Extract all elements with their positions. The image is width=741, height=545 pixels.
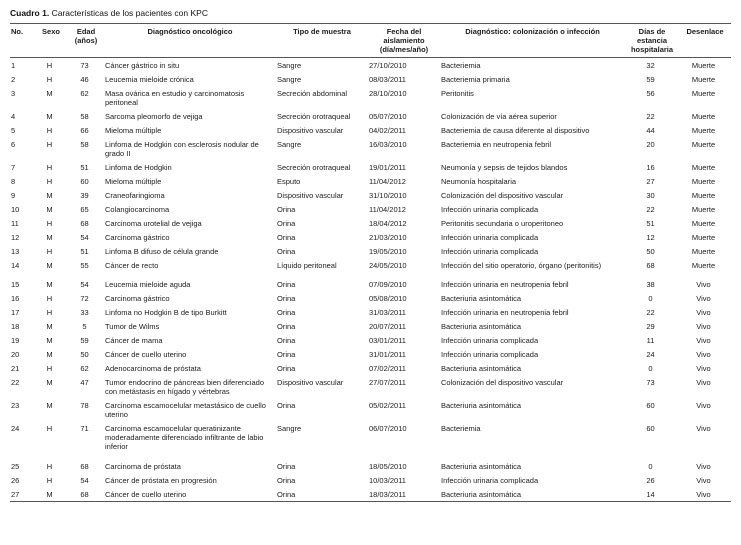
- cell-diagnostico-oncologico: Cáncer de cuello uterino: [105, 489, 187, 499]
- cell-diagnostico-colonizacion-infeccion: Infección urinaria en neutropenia febril: [441, 280, 569, 290]
- cell-tipo-de-muestra: Orina: [277, 350, 296, 360]
- cell-fecha-aislamiento: 18/04/2012: [369, 218, 407, 228]
- cell-no: 22: [11, 378, 20, 388]
- cell-no: 6: [11, 139, 16, 149]
- cell-diagnostico-oncologico: Leucemia mieloide crónica: [105, 74, 194, 84]
- cell-dias-estancia: 51: [646, 218, 655, 228]
- cell-sexo: H: [46, 246, 53, 256]
- cell-fecha-aislamiento: 18/03/2011: [369, 489, 406, 499]
- cell-no: 20: [11, 350, 20, 360]
- cell-tipo-de-muestra: Orina: [277, 489, 296, 499]
- cell-tipo-de-muestra: Orina: [277, 461, 296, 471]
- table-row: [10, 202, 731, 216]
- cell-desenlace: Muerte: [691, 176, 716, 186]
- cell-desenlace: Vivo: [696, 489, 711, 499]
- cell-diagnostico-oncologico: Cáncer de próstata en progresión: [105, 475, 217, 485]
- cell-dias-estancia: 60: [646, 424, 655, 434]
- cell-diagnostico-colonizacion-infeccion: Infección urinaria complicada: [441, 232, 539, 242]
- cell-dias-estancia: 14: [646, 489, 655, 499]
- cell-no: 4: [11, 111, 16, 121]
- table-row: [10, 174, 731, 188]
- cell-tipo-de-muestra: Sangre: [277, 60, 302, 70]
- cell-tipo-de-muestra: Secreción abdominal: [277, 88, 348, 98]
- cell-fecha-aislamiento: 03/01/2011: [369, 336, 406, 346]
- cell-dias-estancia: 68: [646, 260, 655, 270]
- header-row: [10, 24, 731, 58]
- cell-sexo: H: [46, 475, 53, 485]
- cell-tipo-de-muestra: Secreción orotraqueal: [277, 162, 351, 172]
- cell-desenlace: Muerte: [691, 162, 716, 172]
- cell-no: 1: [11, 60, 16, 70]
- column-header-dias-estancia: Días de estancia hospitalaria: [625, 24, 679, 58]
- cell-no: 11: [11, 218, 19, 228]
- table-row: [10, 272, 731, 292]
- cell-diagnostico-colonizacion-infeccion: Bacteriuria asintomática: [441, 461, 522, 471]
- cell-sexo: H: [46, 461, 53, 471]
- cell-no: 25: [11, 461, 20, 471]
- cell-sexo: H: [46, 139, 53, 149]
- cell-dias-estancia: 22: [646, 204, 655, 214]
- cell-sexo: M: [46, 489, 53, 499]
- cell-edad: 66: [80, 125, 89, 135]
- cell-diagnostico-colonizacion-infeccion: Neumonía y sepsis de tejidos blandos: [441, 162, 568, 172]
- cell-sexo: M: [46, 111, 53, 121]
- table-caption-text: Características de los pacientes con KPC: [51, 8, 208, 18]
- cell-tipo-de-muestra: Líquido peritoneal: [277, 260, 337, 270]
- table-row: [10, 306, 731, 320]
- cell-edad: 55: [80, 260, 89, 270]
- cell-diagnostico-oncologico: Carcinoma de próstata: [105, 461, 181, 471]
- cell-sexo: H: [46, 218, 53, 228]
- table-row: [10, 86, 731, 109]
- cell-diagnostico-oncologico: Colangiocarcinoma: [105, 204, 170, 214]
- cell-no: 2: [11, 74, 16, 84]
- cell-tipo-de-muestra: Orina: [277, 294, 296, 304]
- cell-sexo: M: [46, 204, 53, 214]
- cell-fecha-aislamiento: 27/10/2010: [369, 60, 407, 70]
- cell-tipo-de-muestra: Orina: [277, 336, 296, 346]
- cell-fecha-aislamiento: 11/04/2012: [369, 204, 406, 214]
- cell-diagnostico-oncologico: Cáncer de recto: [105, 260, 159, 270]
- table-row: [10, 123, 731, 137]
- cell-dias-estancia: 38: [646, 280, 655, 290]
- cell-no: 18: [11, 322, 20, 332]
- cell-tipo-de-muestra: Sangre: [277, 74, 302, 84]
- cell-edad: 54: [80, 280, 89, 290]
- column-header-diagnostico-colonizacion-infeccion: Diagnóstico: colonización o infección: [440, 24, 625, 58]
- cell-desenlace: Vivo: [696, 378, 711, 388]
- cell-diagnostico-colonizacion-infeccion: Bacteriemia: [441, 60, 481, 70]
- table-row: [10, 137, 731, 160]
- cell-diagnostico-oncologico: Carcinoma urotelial de vejiga: [105, 218, 202, 228]
- cell-fecha-aislamiento: 28/10/2010: [369, 88, 407, 98]
- cell-diagnostico-oncologico: Craneofaringioma: [105, 190, 165, 200]
- cell-desenlace: Vivo: [696, 308, 711, 318]
- cell-fecha-aislamiento: 20/07/2011: [369, 322, 406, 332]
- cell-fecha-aislamiento: 27/07/2011: [369, 378, 406, 388]
- cell-no: 27: [11, 489, 20, 499]
- cell-dias-estancia: 44: [646, 125, 655, 135]
- cell-no: 24: [11, 424, 20, 434]
- cell-desenlace: Vivo: [696, 461, 711, 471]
- cell-tipo-de-muestra: Esputo: [277, 176, 301, 186]
- table-row: [10, 422, 731, 454]
- cell-dias-estancia: 0: [648, 294, 653, 304]
- cell-fecha-aislamiento: 11/04/2012: [369, 176, 406, 186]
- cell-sexo: M: [46, 336, 53, 346]
- cell-sexo: H: [46, 74, 53, 84]
- cell-desenlace: Muerte: [691, 60, 716, 70]
- cell-sexo: M: [46, 322, 53, 332]
- column-header-sexo: Sexo: [34, 24, 68, 58]
- cell-fecha-aislamiento: 19/05/2010: [369, 246, 407, 256]
- cell-no: 23: [11, 401, 20, 411]
- cell-no: 12: [11, 232, 20, 242]
- table-row: [10, 454, 731, 474]
- cell-desenlace: Vivo: [696, 401, 711, 411]
- cell-edad: 54: [80, 475, 89, 485]
- cell-fecha-aislamiento: 06/07/2010: [369, 424, 407, 434]
- cell-dias-estancia: 24: [646, 350, 655, 360]
- cell-dias-estancia: 26: [646, 475, 655, 485]
- cell-fecha-aislamiento: 31/01/2011: [369, 350, 406, 360]
- cell-diagnostico-oncologico: Tumor endocrino de páncreas bien diferenciado con metástasis en hígado y vértebras: [105, 378, 264, 397]
- column-header-fecha-aislamiento: Fecha del aislamiento (día/mes/año): [368, 24, 440, 58]
- cell-desenlace: Vivo: [696, 336, 711, 346]
- cell-tipo-de-muestra: Orina: [277, 232, 296, 242]
- cell-desenlace: Muerte: [691, 190, 716, 200]
- cell-diagnostico-oncologico: Cáncer de mama: [105, 336, 163, 346]
- cell-fecha-aislamiento: 16/03/2010: [369, 139, 407, 149]
- cell-sexo: H: [46, 162, 53, 172]
- cell-diagnostico-oncologico: Carcinoma escamocelular metastásico de cuello uterino: [105, 401, 266, 420]
- cell-edad: 5: [82, 322, 87, 332]
- table-row: [10, 58, 731, 73]
- cell-desenlace: Muerte: [691, 125, 716, 135]
- cell-desenlace: Vivo: [696, 294, 711, 304]
- cell-edad: 50: [80, 350, 89, 360]
- cell-edad: 62: [80, 364, 89, 374]
- cell-tipo-de-muestra: Orina: [277, 364, 296, 374]
- cell-tipo-de-muestra: Secreción orotraqueal: [277, 111, 351, 121]
- cell-desenlace: Vivo: [696, 364, 711, 374]
- cell-diagnostico-colonizacion-infeccion: Infección urinaria en neutropenia febril: [441, 308, 569, 318]
- cell-edad: 72: [80, 294, 89, 304]
- cell-fecha-aislamiento: 07/09/2010: [369, 280, 407, 290]
- cell-edad: 78: [80, 401, 89, 411]
- column-header-edad: Edad (años): [68, 24, 104, 58]
- cell-diagnostico-colonizacion-infeccion: Infección urinaria complicada: [441, 350, 539, 360]
- cell-no: 21: [11, 364, 20, 374]
- cell-desenlace: Muerte: [691, 218, 716, 228]
- cell-diagnostico-oncologico: Sarcoma pleomorfo de vejiga: [105, 111, 203, 121]
- cell-sexo: H: [46, 60, 53, 70]
- cell-tipo-de-muestra: Orina: [277, 218, 296, 228]
- cell-fecha-aislamiento: 31/03/2011: [369, 308, 406, 318]
- cell-desenlace: Muerte: [691, 246, 716, 256]
- cell-no: 26: [11, 475, 20, 485]
- cell-fecha-aislamiento: 18/05/2010: [369, 461, 407, 471]
- cell-no: 13: [11, 246, 20, 256]
- table-row: [10, 362, 731, 376]
- cell-diagnostico-colonizacion-infeccion: Colonización del dispositivo vascular: [441, 190, 564, 200]
- cell-desenlace: Muerte: [691, 204, 716, 214]
- table-caption: [10, 8, 731, 18]
- cell-sexo: H: [46, 125, 53, 135]
- table-row: [10, 292, 731, 306]
- cell-tipo-de-muestra: Dispositivo vascular: [277, 190, 344, 200]
- table-row: [10, 334, 731, 348]
- cell-dias-estancia: 50: [646, 246, 655, 256]
- cell-sexo: M: [46, 260, 53, 270]
- cell-fecha-aislamiento: 05/02/2011: [369, 401, 406, 411]
- cell-edad: 46: [80, 74, 89, 84]
- cell-edad: 59: [80, 336, 89, 346]
- cell-diagnostico-colonizacion-infeccion: Peritonitis secundaria o uroperitoneo: [441, 218, 564, 228]
- cell-tipo-de-muestra: Orina: [277, 475, 296, 485]
- table-row: [10, 216, 731, 230]
- cell-tipo-de-muestra: Orina: [277, 204, 296, 214]
- table-body: [10, 58, 731, 502]
- cell-edad: 73: [80, 60, 89, 70]
- cell-fecha-aislamiento: 10/03/2011: [369, 475, 406, 485]
- cell-edad: 58: [80, 111, 89, 121]
- cell-diagnostico-oncologico: Linfoma no Hodgkin B de tipo Burkitt: [105, 308, 227, 318]
- table-row: [10, 376, 731, 399]
- cell-no: 7: [11, 162, 16, 172]
- cell-diagnostico-colonizacion-infeccion: Bacteriuria asintomática: [441, 364, 522, 374]
- cell-diagnostico-oncologico: Mieloma múltiple: [105, 125, 162, 135]
- cell-dias-estancia: 0: [648, 364, 653, 374]
- cell-diagnostico-colonizacion-infeccion: Bacteriemia: [441, 424, 481, 434]
- column-header-no: No.: [10, 24, 34, 58]
- cell-no: 17: [11, 308, 20, 318]
- table-row: [10, 348, 731, 362]
- cell-desenlace: Muerte: [691, 74, 716, 84]
- cell-dias-estancia: 12: [646, 232, 655, 242]
- cell-dias-estancia: 20: [646, 139, 655, 149]
- table-row: [10, 487, 731, 502]
- column-header-diagnostico-oncologico: Diagnóstico oncológico: [104, 24, 276, 58]
- cell-dias-estancia: 56: [646, 88, 655, 98]
- cell-diagnostico-colonizacion-infeccion: Neumonía hospitalaria: [441, 176, 517, 186]
- cell-sexo: M: [46, 378, 53, 388]
- column-header-tipo-de-muestra: Tipo de muestra: [276, 24, 368, 58]
- cell-no: 3: [11, 88, 16, 98]
- cell-tipo-de-muestra: Orina: [277, 246, 296, 256]
- cell-sexo: H: [46, 294, 53, 304]
- cell-diagnostico-oncologico: Cáncer de cuello uterino: [105, 350, 187, 360]
- cell-diagnostico-colonizacion-infeccion: Bacteriuria asintomática: [441, 489, 522, 499]
- cell-dias-estancia: 29: [646, 322, 655, 332]
- table-caption-label: Cuadro 1.: [10, 8, 50, 18]
- cell-tipo-de-muestra: Orina: [277, 280, 296, 290]
- cell-no: 15: [11, 280, 20, 290]
- cell-diagnostico-oncologico: Carcinoma gástrico: [105, 232, 170, 242]
- cell-fecha-aislamiento: 19/01/2011: [369, 162, 406, 172]
- cell-no: 9: [11, 190, 16, 200]
- cell-diagnostico-oncologico: Carcinoma gástrico: [105, 294, 170, 304]
- cell-desenlace: Muerte: [691, 111, 716, 121]
- cell-fecha-aislamiento: 07/02/2011: [369, 364, 406, 374]
- cell-desenlace: Vivo: [696, 475, 711, 485]
- cell-tipo-de-muestra: Sangre: [277, 139, 302, 149]
- cell-edad: 51: [80, 246, 89, 256]
- cell-diagnostico-oncologico: Linfoma B difuso de célula grande: [105, 246, 219, 256]
- table-row: [10, 230, 731, 244]
- cell-tipo-de-muestra: Dispositivo vascular: [277, 378, 344, 388]
- cell-sexo: M: [46, 190, 53, 200]
- cell-no: 8: [11, 176, 16, 186]
- cell-fecha-aislamiento: 31/10/2010: [369, 190, 407, 200]
- cell-sexo: M: [46, 350, 53, 360]
- cell-sexo: H: [46, 176, 53, 186]
- cell-edad: 65: [80, 204, 89, 214]
- cell-sexo: M: [46, 401, 53, 411]
- cell-edad: 58: [80, 139, 89, 149]
- cell-tipo-de-muestra: Orina: [277, 322, 296, 332]
- cell-edad: 39: [80, 190, 89, 200]
- cell-desenlace: Muerte: [691, 139, 716, 149]
- cell-diagnostico-oncologico: Linfoma de Hodgkin: [105, 162, 172, 172]
- cell-diagnostico-colonizacion-infeccion: Colonización del dispositivo vascular: [441, 378, 564, 388]
- cell-diagnostico-oncologico: Mieloma múltiple: [105, 176, 162, 186]
- cell-sexo: H: [46, 364, 53, 374]
- cell-edad: 54: [80, 232, 89, 242]
- cell-diagnostico-oncologico: Tumor de Wilms: [105, 322, 160, 332]
- cell-dias-estancia: 0: [648, 461, 653, 471]
- table-row: [10, 399, 731, 422]
- cell-edad: 51: [80, 162, 89, 172]
- cell-diagnostico-oncologico: Carcinoma escamocelular queratinizante moderadamente diferenciado infiltrante de labio inferior: [105, 424, 264, 452]
- cell-diagnostico-colonizacion-infeccion: Infección urinaria complicada: [441, 336, 539, 346]
- cell-diagnostico-colonizacion-infeccion: Infección del sitio operatorio, órgano (peritonitis): [441, 260, 602, 270]
- cell-edad: 33: [80, 308, 89, 318]
- cell-edad: 47: [80, 378, 89, 388]
- cell-edad: 68: [80, 461, 89, 471]
- cell-tipo-de-muestra: Orina: [277, 308, 296, 318]
- cell-dias-estancia: 59: [646, 74, 655, 84]
- cell-diagnostico-colonizacion-infeccion: Infección urinaria complicada: [441, 246, 539, 256]
- cell-dias-estancia: 32: [646, 60, 655, 70]
- cell-diagnostico-colonizacion-infeccion: Infección urinaria complicada: [441, 204, 539, 214]
- table-row: [10, 109, 731, 123]
- cell-dias-estancia: 60: [646, 401, 655, 411]
- cell-no: 10: [11, 204, 20, 214]
- cell-diagnostico-colonizacion-infeccion: Bacteriuria asintomática: [441, 401, 522, 411]
- cell-fecha-aislamiento: 05/08/2010: [369, 294, 407, 304]
- cell-edad: 60: [80, 176, 89, 186]
- patients-table: [10, 23, 731, 502]
- table-row: [10, 160, 731, 174]
- table-row: [10, 473, 731, 487]
- cell-diagnostico-colonizacion-infeccion: Infección urinaria complicada: [441, 475, 539, 485]
- cell-diagnostico-colonizacion-infeccion: Colonización de vía aérea superior: [441, 111, 557, 121]
- cell-fecha-aislamiento: 04/02/2011: [369, 125, 406, 135]
- cell-sexo: M: [46, 88, 53, 98]
- table-row: [10, 320, 731, 334]
- cell-desenlace: Muerte: [691, 88, 716, 98]
- cell-diagnostico-colonizacion-infeccion: Bacteriuria asintomática: [441, 294, 522, 304]
- cell-fecha-aislamiento: 24/05/2010: [369, 260, 407, 270]
- cell-diagnostico-colonizacion-infeccion: Bacteriemia primaria: [441, 74, 510, 84]
- cell-diagnostico-oncologico: Masa ovárica en estudio y carcinomatosis peritoneal: [105, 88, 245, 107]
- cell-sexo: M: [46, 232, 53, 242]
- cell-dias-estancia: 73: [646, 378, 655, 388]
- column-header-desenlace: Desenlace: [679, 24, 731, 58]
- cell-dias-estancia: 22: [646, 308, 655, 318]
- cell-edad: 68: [80, 489, 89, 499]
- cell-edad: 68: [80, 218, 89, 228]
- cell-edad: 71: [80, 424, 89, 434]
- cell-tipo-de-muestra: Dispositivo vascular: [277, 125, 344, 135]
- cell-tipo-de-muestra: Orina: [277, 401, 296, 411]
- table-row: [10, 258, 731, 272]
- cell-desenlace: Muerte: [691, 260, 716, 270]
- cell-desenlace: Muerte: [691, 232, 716, 242]
- cell-diagnostico-colonizacion-infeccion: Bacteriemia de causa diferente al dispositivo: [441, 125, 590, 135]
- cell-dias-estancia: 30: [646, 190, 655, 200]
- cell-no: 14: [11, 260, 20, 270]
- cell-dias-estancia: 11: [646, 336, 655, 346]
- cell-fecha-aislamiento: 08/03/2011: [369, 74, 406, 84]
- cell-diagnostico-colonizacion-infeccion: Peritonitis: [441, 88, 474, 98]
- cell-no: 5: [11, 125, 16, 135]
- cell-diagnostico-oncologico: Linfoma de Hodgkin con esclerosis nodular de grado II: [105, 139, 259, 158]
- cell-dias-estancia: 22: [646, 111, 655, 121]
- cell-no: 16: [11, 294, 20, 304]
- cell-diagnostico-oncologico: Cáncer gástrico in situ: [105, 60, 180, 70]
- table-row: [10, 72, 731, 86]
- cell-no: 19: [11, 336, 20, 346]
- cell-desenlace: Vivo: [696, 322, 711, 332]
- cell-sexo: H: [46, 308, 53, 318]
- cell-desenlace: Vivo: [696, 424, 711, 434]
- cell-edad: 62: [80, 88, 89, 98]
- cell-fecha-aislamiento: 05/07/2010: [369, 111, 407, 121]
- cell-diagnostico-oncologico: Adenocarcinoma de próstata: [105, 364, 201, 374]
- cell-dias-estancia: 16: [646, 162, 655, 172]
- cell-desenlace: Vivo: [696, 280, 711, 290]
- table-row: [10, 188, 731, 202]
- cell-sexo: M: [46, 280, 53, 290]
- cell-sexo: H: [46, 424, 53, 434]
- cell-tipo-de-muestra: Sangre: [277, 424, 302, 434]
- cell-fecha-aislamiento: 21/03/2010: [369, 232, 407, 242]
- table-row: [10, 244, 731, 258]
- cell-diagnostico-colonizacion-infeccion: Bacteriemia en neutropenia febril: [441, 139, 552, 149]
- cell-dias-estancia: 27: [646, 176, 655, 186]
- cell-desenlace: Vivo: [696, 350, 711, 360]
- cell-diagnostico-colonizacion-infeccion: Bacteriuria asintomática: [441, 322, 522, 332]
- cell-diagnostico-oncologico: Leucemia mieloide aguda: [105, 280, 191, 290]
